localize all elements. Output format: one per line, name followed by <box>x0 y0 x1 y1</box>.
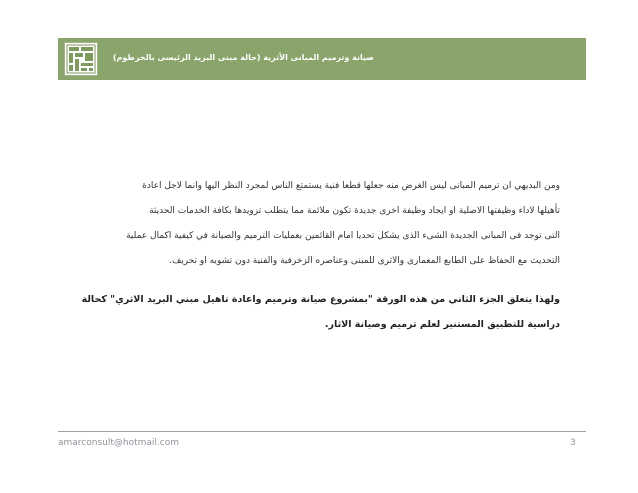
building-grid-logo-icon <box>64 42 98 76</box>
footer-divider <box>58 431 586 432</box>
paragraph-2-line: دراسية للتطبيق المستنير لعلم ترميم وصيانة الاثار. <box>324 319 560 330</box>
footer-email: amarconsult@hotmail.com <box>58 438 179 448</box>
body-paragraph-1 <box>70 179 560 279</box>
body-paragraph-2 <box>70 293 560 343</box>
paragraph-2-line: ولهذا يتعلق الجزء الثاني من هذه الورقة "بمشروع صيانة وترميم واعادة تاهيل مبني البريد الاثري" كحالة <box>81 294 560 305</box>
paragraph-1-line: ومن البديهي ان ترميم المبانى ليس الغرض منه جعلها قطعا فنية يستمتع الناس لمجرد النظر اليها وانما لاجل اعادة <box>142 181 560 191</box>
page-number: 3 <box>570 438 576 448</box>
paragraph-1-line: تأهيلها لاداء وظيفتها الاصلية او ايجاد وظيفة اخرى جديدة تكون ملائمة مما يتطلب تزويدها بكافة الخدمات الحديثة <box>149 206 560 216</box>
header-title: صيانة وترميم المبانى الأثرية (حالة مبنى البريد الرئيسى بالخرطوم) <box>112 53 374 62</box>
paragraph-1-line: التحديث مع الحفاظ على الطابع المعمارى والاثرى للمبنى وعناصره الزخرفية والفنية دون تشويه او تحريف. <box>169 256 560 266</box>
paragraph-1-line: التى توجد فى المبانى الجديدة الشىء الذى يشكل تحديا امام القائمين بعمليات الترميم والصيانة في كيفية اكمال عملية <box>126 231 560 241</box>
